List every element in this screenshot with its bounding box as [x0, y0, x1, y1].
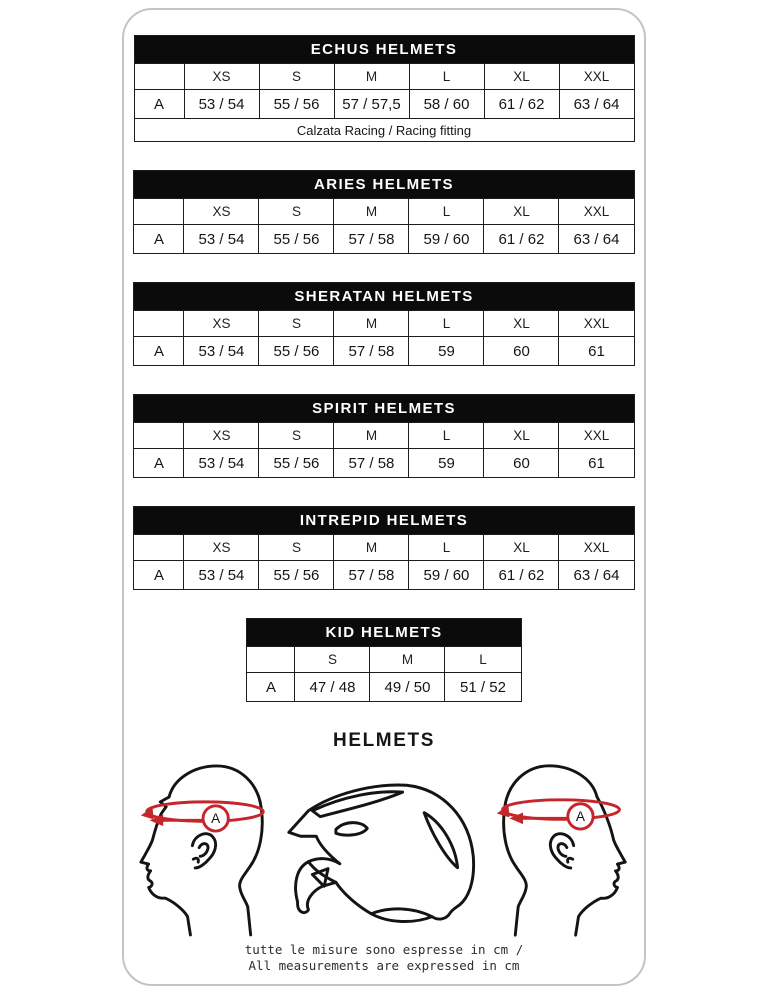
head-profile-left-figure [137, 758, 273, 940]
size-header-cell: XL [484, 535, 559, 561]
size-header-cell: S [295, 647, 370, 673]
row-label-cell: A [134, 561, 184, 590]
size-header-cell: XS [184, 311, 259, 337]
size-header-cell: S [259, 423, 334, 449]
size-table-echus [134, 35, 635, 142]
row-label-cell: A [134, 449, 184, 478]
corner-cell [134, 199, 184, 225]
value-cell: 53 / 54 [184, 90, 259, 119]
fitting-note: Calzata Racing / Racing fitting [134, 119, 634, 142]
measurement-illustration [124, 758, 644, 940]
size-header-cell: S [259, 199, 334, 225]
value-cell: 63 / 64 [559, 90, 634, 119]
size-header-cell: XXL [559, 311, 634, 337]
value-cell: 61 / 62 [484, 90, 559, 119]
value-cell: 53 / 54 [184, 561, 259, 590]
size-header-cell: M [334, 64, 409, 90]
value-cell: 57 / 58 [334, 337, 409, 366]
value-cell: 57 / 58 [334, 561, 409, 590]
size-header-cell: XXL [559, 423, 634, 449]
value-cell: 53 / 54 [184, 225, 259, 254]
value-cell: 63 / 64 [559, 225, 634, 254]
table-title: SPIRIT HELMETS [134, 395, 634, 423]
size-table-aries [133, 170, 634, 254]
size-header-cell: XS [184, 535, 259, 561]
size-header-cell: L [409, 535, 484, 561]
helmet-figure [279, 758, 485, 940]
size-header-cell: XS [184, 199, 259, 225]
table-title: SHERATAN HELMETS [134, 283, 634, 311]
value-cell: 55 / 56 [259, 449, 334, 478]
size-table-spirit [133, 394, 634, 478]
size-header-cell: XXL [559, 199, 634, 225]
size-header-cell: L [409, 64, 484, 90]
size-header-cell: XL [484, 199, 559, 225]
value-cell: 55 / 56 [259, 561, 334, 590]
size-header-cell: S [259, 535, 334, 561]
table-title: INTREPID HELMETS [134, 507, 634, 535]
size-header-cell: M [370, 647, 445, 673]
value-cell: 57 / 57,5 [334, 90, 409, 119]
row-label-cell: A [134, 225, 184, 254]
size-table-kid [246, 618, 521, 702]
size-header-cell: M [334, 423, 409, 449]
table-title: ECHUS HELMETS [134, 36, 634, 64]
table-title: KID HELMETS [247, 619, 521, 647]
size-header-cell: L [409, 199, 484, 225]
size-table-sheratan [133, 282, 634, 366]
measurements-note [124, 942, 644, 973]
table-title: ARIES HELMETS [134, 171, 634, 199]
value-cell: 53 / 54 [184, 337, 259, 366]
row-label-cell: A [247, 673, 295, 702]
value-cell: 47 / 48 [295, 673, 370, 702]
value-cell: 55 / 56 [259, 225, 334, 254]
value-cell: 57 / 58 [334, 449, 409, 478]
size-header-cell: L [409, 423, 484, 449]
value-cell: 61 [559, 337, 634, 366]
size-header-cell: XL [484, 311, 559, 337]
size-header-cell: M [334, 311, 409, 337]
size-header-cell: XL [484, 423, 559, 449]
value-cell: 59 / 60 [409, 225, 484, 254]
size-header-cell: M [334, 535, 409, 561]
size-header-cell: XXL [559, 535, 634, 561]
size-header-cell: XS [184, 64, 259, 90]
value-cell: 57 / 58 [334, 225, 409, 254]
value-cell: 59 [409, 449, 484, 478]
value-cell: 55 / 56 [259, 90, 334, 119]
value-cell: 49 / 50 [370, 673, 445, 702]
value-cell: 58 / 60 [409, 90, 484, 119]
size-chart-card [122, 8, 646, 986]
value-cell: 59 [409, 337, 484, 366]
head-profile-right-figure [491, 758, 631, 940]
size-header-cell: XXL [559, 64, 634, 90]
helmets-heading: HELMETS [333, 730, 435, 751]
size-table-intrepid [133, 506, 634, 590]
value-cell: 61 / 62 [484, 225, 559, 254]
value-cell: 61 [559, 449, 634, 478]
measure-a-label: A [575, 809, 586, 825]
value-cell: 53 / 54 [184, 449, 259, 478]
size-header-cell: S [259, 64, 334, 90]
size-header-cell: M [334, 199, 409, 225]
measure-a-label: A [211, 811, 221, 827]
corner-cell [134, 311, 184, 337]
size-header-cell: S [259, 311, 334, 337]
corner-cell [134, 64, 184, 90]
measurements-note-line-1: tutte le misure sono espresse in cm / [244, 942, 524, 957]
size-header-cell: XS [184, 423, 259, 449]
value-cell: 61 / 62 [484, 561, 559, 590]
value-cell: 55 / 56 [259, 337, 334, 366]
value-cell: 60 [484, 449, 559, 478]
row-label-cell: A [134, 337, 184, 366]
value-cell: 63 / 64 [559, 561, 634, 590]
measurements-note-line-2: All measurements are expressed in cm [248, 957, 520, 973]
value-cell: 60 [484, 337, 559, 366]
corner-cell [134, 423, 184, 449]
size-header-cell: XL [484, 64, 559, 90]
corner-cell [247, 647, 295, 673]
row-label-cell: A [134, 90, 184, 119]
value-cell: 59 / 60 [409, 561, 484, 590]
corner-cell [134, 535, 184, 561]
size-header-cell: L [409, 311, 484, 337]
value-cell: 51 / 52 [445, 673, 521, 702]
size-header-cell: L [445, 647, 521, 673]
